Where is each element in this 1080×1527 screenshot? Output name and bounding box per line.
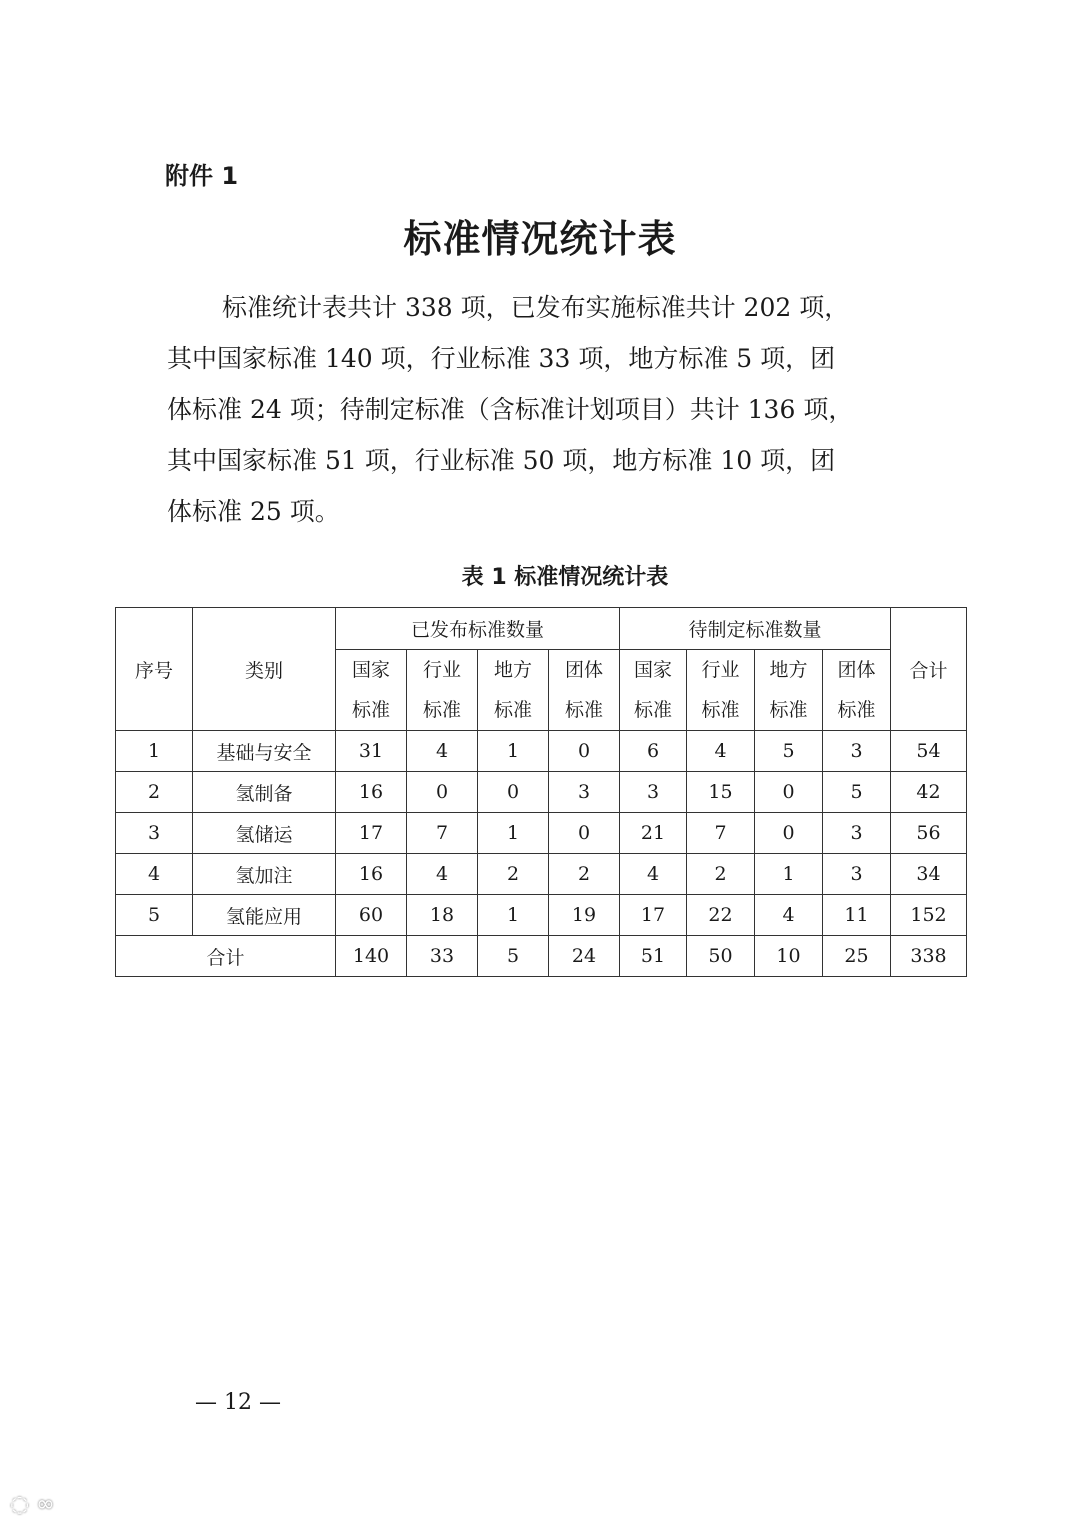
subheader-cell: 团体 标准	[823, 650, 891, 731]
table-cell: 5	[478, 936, 549, 977]
table-cell: 7	[407, 813, 478, 854]
table-cell: 2	[549, 854, 620, 895]
table-caption: 表 1 标准情况统计表	[461, 565, 669, 590]
table-cell: 1	[478, 895, 549, 936]
table-cell: 51	[620, 936, 687, 977]
table-cell: 18	[407, 895, 478, 936]
table-cell: 16	[336, 772, 407, 813]
table-cell: 3	[823, 731, 891, 772]
page-number: — 12 —	[195, 1390, 281, 1415]
table-row	[116, 731, 967, 772]
table-cell: 基础与安全	[193, 731, 336, 772]
table-cell: 24	[549, 936, 620, 977]
header-seq: 序号	[116, 608, 193, 731]
paragraph-line: 其中国家标准 140 项，行业标准 33 项，地方标准 5 项，团	[167, 344, 836, 373]
subheader-cell: 国家 标准	[336, 650, 407, 731]
header-pending: 待制定标准数量	[620, 608, 891, 650]
table-cell: 3	[116, 813, 193, 854]
table-cell: 4	[755, 895, 823, 936]
attachment-label: 附件 1	[165, 162, 239, 190]
table-cell: 1	[755, 854, 823, 895]
watermark-logo: ◌ ∞	[10, 1492, 55, 1517]
table-cell: 4	[687, 731, 755, 772]
table-cell: 15	[687, 772, 755, 813]
table-cell: 54	[891, 731, 967, 772]
table-cell: 4	[407, 854, 478, 895]
table-cell: 33	[407, 936, 478, 977]
table-cell: 1	[478, 731, 549, 772]
standards-table	[115, 607, 967, 977]
subheader-cell: 团体 标准	[549, 650, 620, 731]
paragraph-line: 标准统计表共计 338 项，已发布实施标准共计 202 项，	[222, 293, 850, 322]
table-cell: 1	[478, 813, 549, 854]
table-cell: 4	[116, 854, 193, 895]
table-cell: 25	[823, 936, 891, 977]
table-cell: 氢储运	[193, 813, 336, 854]
table-cell: 0	[549, 813, 620, 854]
summary-paragraph	[167, 282, 927, 537]
table-cell: 140	[336, 936, 407, 977]
table-cell: 0	[755, 772, 823, 813]
table-cell: 22	[687, 895, 755, 936]
header-category: 类别	[193, 608, 336, 731]
table-cell: 21	[620, 813, 687, 854]
table-cell: 0	[549, 731, 620, 772]
table-cell: 34	[891, 854, 967, 895]
table-cell: 16	[336, 854, 407, 895]
table-cell: 4	[620, 854, 687, 895]
table-cell: 17	[620, 895, 687, 936]
table-cell: 17	[336, 813, 407, 854]
header-total: 合计	[891, 608, 967, 731]
table-cell: 50	[687, 936, 755, 977]
table-row	[116, 854, 967, 895]
table-cell: 2	[116, 772, 193, 813]
table-cell: 氢加注	[193, 854, 336, 895]
subheader-cell: 行业 标准	[407, 650, 478, 731]
table-cell: 31	[336, 731, 407, 772]
table-cell: 6	[620, 731, 687, 772]
subheader-cell: 国家 标准	[620, 650, 687, 731]
table-cell: 0	[407, 772, 478, 813]
table-cell: 10	[755, 936, 823, 977]
table-row	[116, 895, 967, 936]
table-cell: 4	[407, 731, 478, 772]
table-cell: 3	[620, 772, 687, 813]
subheader-cell: 行业 标准	[687, 650, 755, 731]
table-cell: 合计	[116, 936, 336, 977]
subheader-cell: 地方 标准	[755, 650, 823, 731]
header-published: 已发布标准数量	[336, 608, 620, 650]
total-row	[116, 936, 967, 977]
table-cell: 氢能应用	[193, 895, 336, 936]
table-cell: 1	[116, 731, 193, 772]
table-cell: 3	[823, 813, 891, 854]
table-cell: 2	[687, 854, 755, 895]
table-cell: 氢制备	[193, 772, 336, 813]
table-cell: 0	[478, 772, 549, 813]
table-cell: 3	[549, 772, 620, 813]
table-cell: 5	[823, 772, 891, 813]
table-cell: 7	[687, 813, 755, 854]
table-row	[116, 772, 967, 813]
table-cell: 3	[823, 854, 891, 895]
table-cell: 2	[478, 854, 549, 895]
paragraph-line: 体标准 25 项。	[167, 497, 340, 526]
subheader-cell: 地方 标准	[478, 650, 549, 731]
table-cell: 5	[755, 731, 823, 772]
table-cell: 0	[755, 813, 823, 854]
table-cell: 56	[891, 813, 967, 854]
table-row	[116, 813, 967, 854]
table-cell: 60	[336, 895, 407, 936]
table-cell: 152	[891, 895, 967, 936]
table-cell: 11	[823, 895, 891, 936]
paragraph-line: 体标准 24 项；待制定标准（含标准计划项目）共计 136 项，	[167, 395, 854, 424]
document-title: 标准情况统计表	[403, 217, 677, 261]
table-cell: 19	[549, 895, 620, 936]
table-cell: 42	[891, 772, 967, 813]
paragraph-line: 其中国家标准 51 项，行业标准 50 项，地方标准 10 项，团	[167, 446, 836, 475]
table-cell: 338	[891, 936, 967, 977]
table-cell: 5	[116, 895, 193, 936]
